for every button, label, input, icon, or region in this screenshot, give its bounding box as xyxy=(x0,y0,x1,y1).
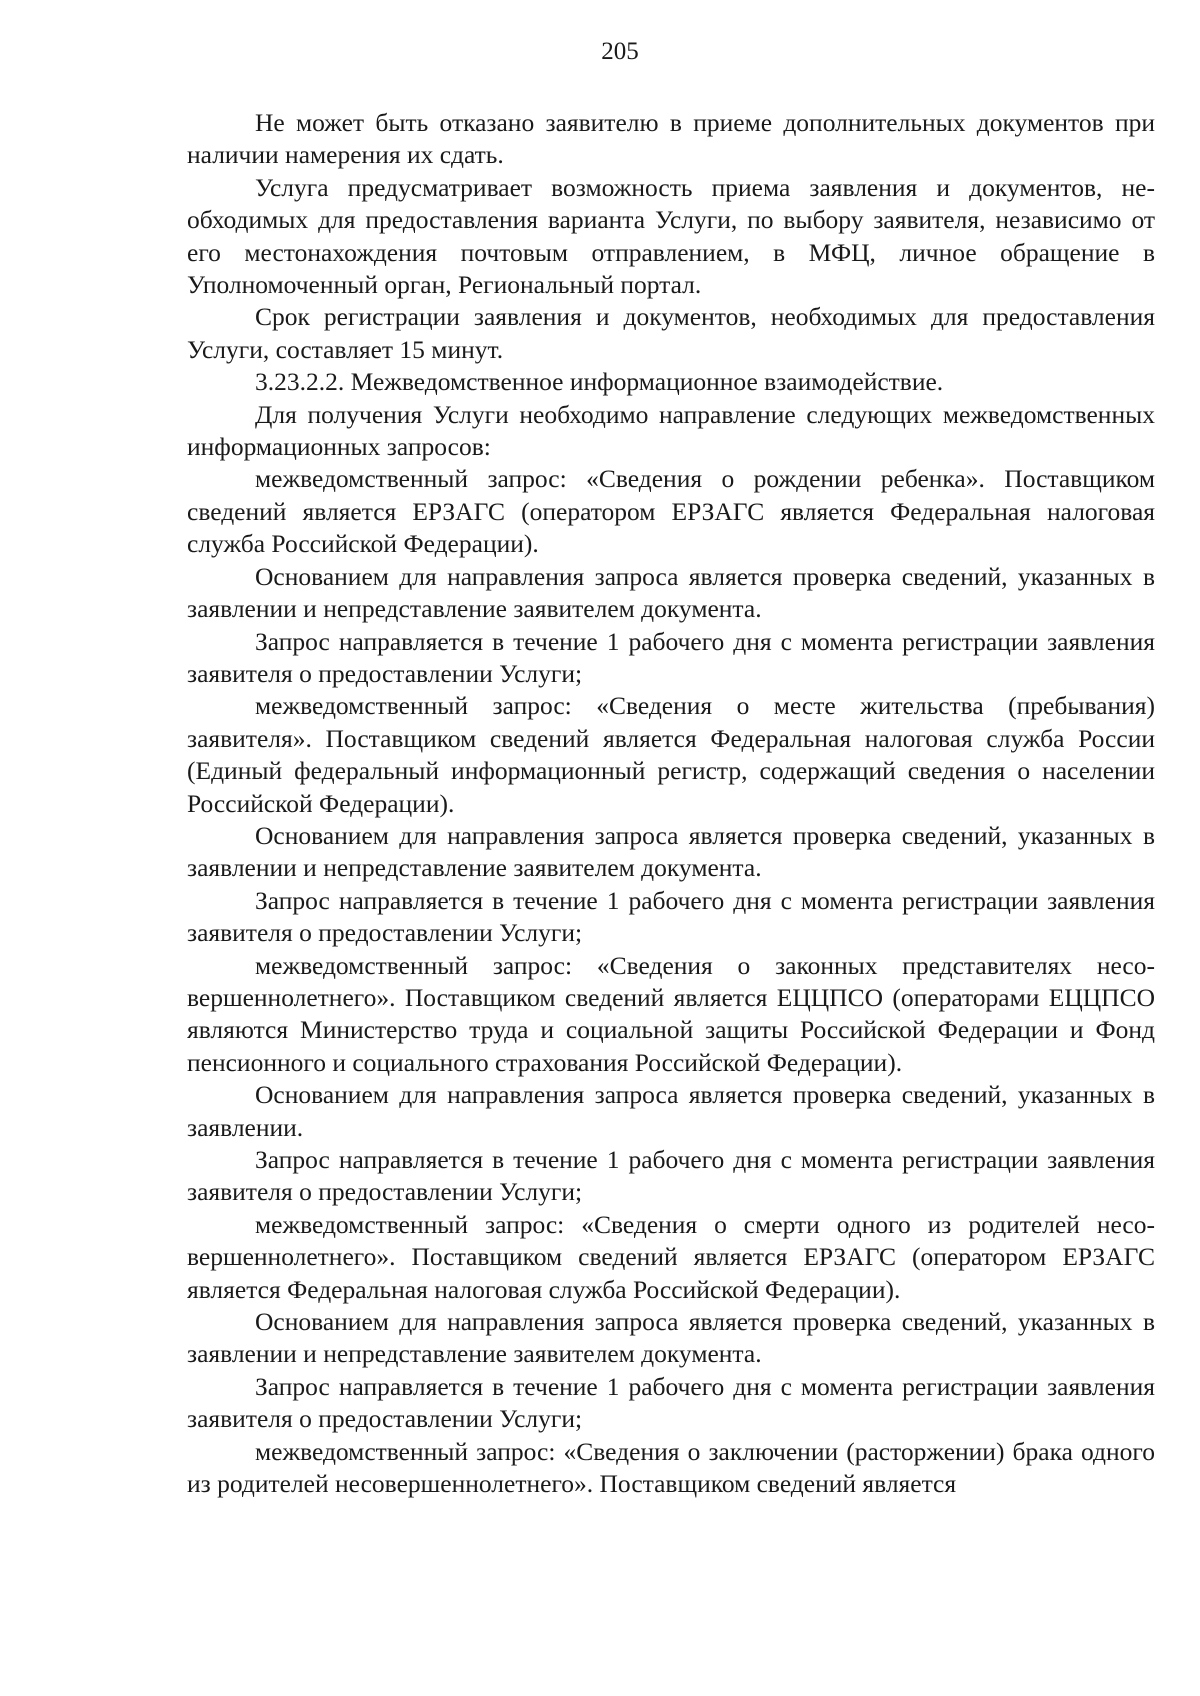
paragraph: межведомственный запрос: «Сведения о смерти одного из родителей несовершеннолетнего». Поставщиком сведений является ЕРЗАГС (оператором ЕРЗАГС является Федеральная налоговая служба Российской Федерации). xyxy=(187,1209,1155,1304)
paragraph: Услуга предусматривает возможность приема заявления и документов, необходимых для предоставления варианта Услуги, по выбору заявителя, независимо от его местонахождения почтовым отправлением, в МФЦ, личное обращение в Уполномоченный орган, Региональный портал. xyxy=(187,172,1155,300)
paragraph: Основанием для направления запроса является проверка сведений, указанных в заявлении и непредставление заявителем документа. xyxy=(187,561,1155,624)
paragraph: Основанием для направления запроса является проверка сведений, указанных в заявлении и непредставление заявителем документа. xyxy=(187,820,1155,883)
document-body xyxy=(187,107,1155,1500)
paragraph: Запрос направляется в течение 1 рабочего дня с момента регистрации заявления заявителя о предоставлении Услуги; xyxy=(187,1371,1155,1434)
paragraph: Не может быть отказано заявителю в приеме дополнительных документов при наличии намерения их сдать. xyxy=(187,108,1155,170)
paragraph: Запрос направляется в течение 1 рабочего дня с момента регистрации заявления заявителя о предоставлении Услуги; xyxy=(187,885,1155,948)
paragraph: межведомственный запрос: «Сведения о заключении (расторжении) брака одного из родителей несовершеннолетнего». Поставщиком сведений является xyxy=(187,1436,1155,1499)
paragraph: Основанием для направления запроса является проверка сведений, указанных в заявлении. xyxy=(187,1080,1155,1142)
paragraph: Запрос направляется в течение 1 рабочего дня с момента регистрации заявления заявителя о предоставлении Услуги; xyxy=(187,626,1155,688)
paragraph: Для получения Услуги необходимо направление следующих межведомственных информационных запросов: xyxy=(187,399,1155,462)
paragraph: Срок регистрации заявления и документов, необходимых для предоставления Услуги, составляет 15 минут. xyxy=(187,302,1155,364)
section-heading: 3.23.2.2. Межведомственное информационное взаимодействие. xyxy=(255,367,944,397)
page-number: 205 xyxy=(601,38,639,65)
paragraph: Запрос направляется в течение 1 рабочего дня с момента регистрации заявления заявителя о предоставлении Услуги; xyxy=(187,1145,1155,1207)
paragraph: Основанием для направления запроса является проверка сведений, указанных в заявлении и непредставление заявителем документа. xyxy=(187,1307,1155,1369)
paragraph: межведомственный запрос: «Сведения о законных представителях несовершеннолетнего». Поставщиком сведений является ЕЦЦПСО (операторами ЕЦЦПСО являются Министерство труда и социальной защиты Российской Федерации и Фонд пенсионного и социального страхования Российской Федерации). xyxy=(187,950,1155,1077)
paragraph: межведомственный запрос: «Сведения о месте жительства (пребывания) заявителя». Поставщиком сведений является Федеральная налоговая служба России (Единый федеральный информационный регистр, содержащий сведения о населении Российской Федерации). xyxy=(187,691,1155,818)
paragraph: межведомственный запрос: «Сведения о рождении ребенка». Поставщиком сведений является ЕРЗАГС (оператором ЕРЗАГС является Федеральная налоговая служба Российской Федерации). xyxy=(187,464,1155,559)
